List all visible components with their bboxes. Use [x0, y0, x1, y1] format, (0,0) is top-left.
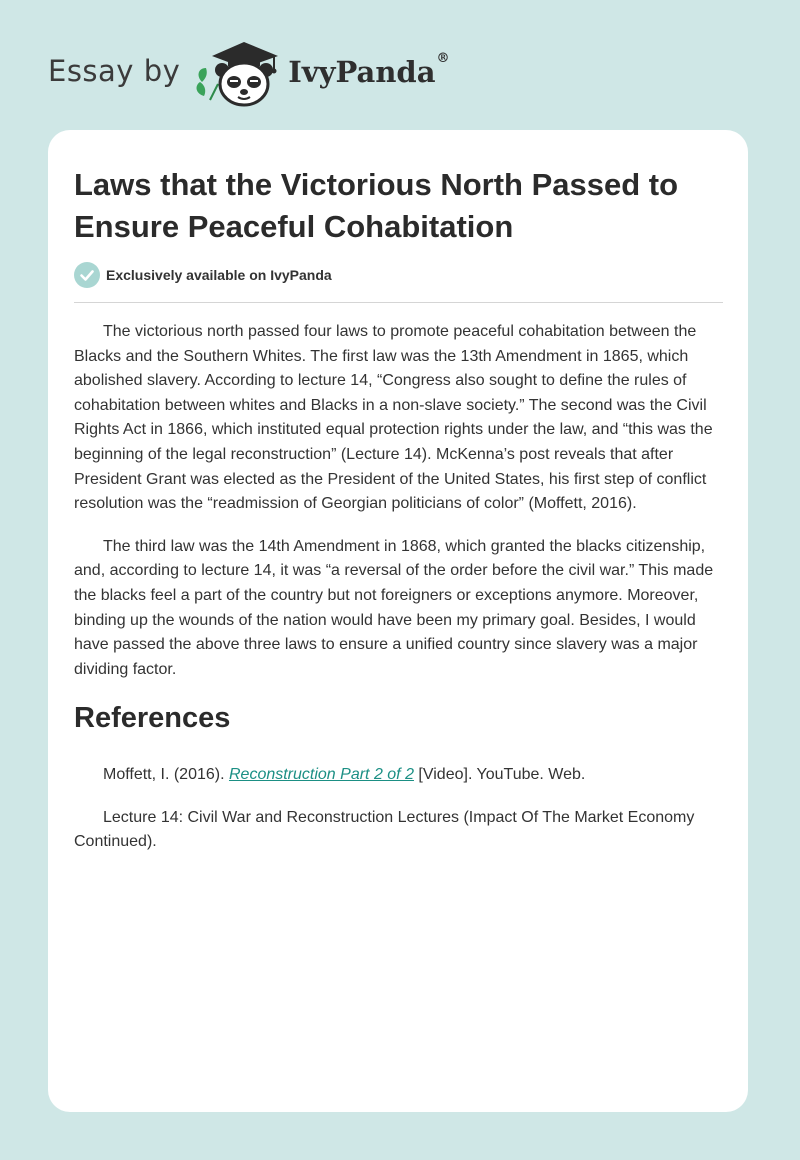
registered-mark: ®	[436, 51, 450, 66]
page-title: Laws that the Victorious North Passed to Ensure Peaceful Cohabitation	[74, 167, 679, 244]
reference-link[interactable]: Reconstruction Part 2 of 2	[228, 766, 414, 783]
site-header	[48, 38, 450, 108]
reference-item: Lecture 14: Civil War and Reconstruction Lectures (Impact Of The Market Economy Continued).	[74, 808, 695, 851]
essay-card	[48, 130, 748, 1112]
reference-item: Moffett, I. (2016). Reconstruction Part 2 of 2 [Video]. YouTube. Web.	[103, 766, 586, 783]
divider	[74, 302, 723, 303]
exclusive-badge	[74, 262, 332, 288]
brand-name: IvyPanda®	[288, 51, 450, 89]
check-circle-icon	[74, 262, 100, 288]
references-heading: References	[74, 702, 231, 734]
paragraph: The third law was the 14th Amendment in 1868, which granted the blacks citizenship, and, according to lecture 14, it was “a reversal of the order before the civil war.” This made the blacks feel a part of the country but not foreigners or exceptions anymore. Moreover, binding up the wounds of the nation would have been my primary goal. Besides, I would have passed the above three laws to ensure a unified country since slavery was a major dividing factor.	[74, 537, 714, 678]
essay-by-label: Essay by	[48, 54, 181, 88]
references-list	[74, 763, 724, 873]
exclusive-label: Exclusively available on IvyPanda	[106, 267, 332, 283]
essay-body	[74, 320, 724, 700]
paragraph: The victorious north passed four laws to promote peaceful cohabitation between the Blacks and the Southern Whites. The first law was the 13th Amendment in 1865, which abolished slavery. According to lecture 14, “Congress also sought to define the rules of cohabitation between whites and Blacks in a non-slave society.” The second was the Civil Rights Act in 1866, which instituted equal protection rights under the law, and “this was the beginning of the legal reconstruction” (Lecture 14). McKenna’s post reveals that after President Grant was elected as the President of the United States, his first step of conflict resolution was the “readmission of Georgian politicians of color” (Moffett, 2016).	[74, 323, 713, 513]
panda-graduate-icon	[192, 38, 284, 108]
